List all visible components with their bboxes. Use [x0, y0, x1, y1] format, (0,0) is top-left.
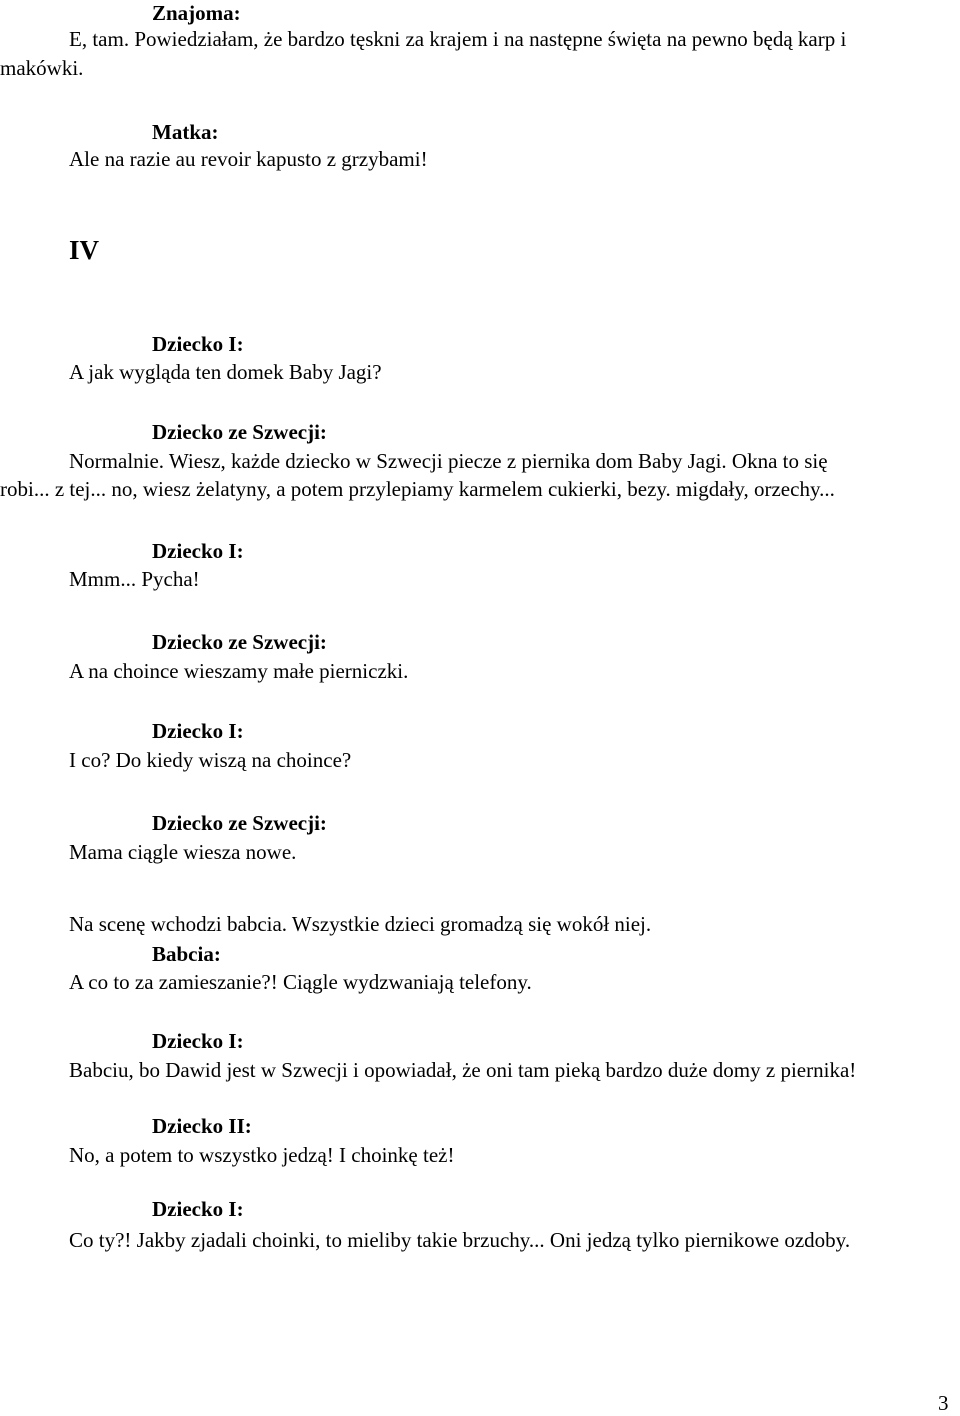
dialogue-text: robi... z tej... no, wiesz żelatyny, a potem przylepiamy karmelem cukierki, bezy. migdały, orzechy... [0, 477, 835, 501]
dialogue-text: Mmm... Pycha! [69, 567, 200, 591]
speaker-label: Dziecko I: [152, 1197, 244, 1221]
speaker-label: Dziecko ze Szwecji: [152, 630, 327, 654]
speaker-label: Dziecko I: [152, 1029, 244, 1053]
speaker-label: Babcia: [152, 942, 221, 966]
speaker-label: Dziecko I: [152, 539, 244, 563]
section-heading: IV [69, 235, 100, 265]
dialogue-text: Co ty?! Jakby zjadali choinki, to mieliby takie brzuchy... Oni jedzą tylko piernikowe ozdoby. [69, 1228, 851, 1252]
dialogue-text: makówki. [0, 56, 84, 80]
dialogue-text: Ale na razie au revoir kapusto z grzybami! [69, 147, 428, 171]
stage-direction: Na scenę wchodzi babcia. Wszystkie dzieci gromadzą się wokół niej. [69, 912, 652, 936]
speaker-label: Dziecko I: [152, 719, 244, 743]
dialogue-text: A co to za zamieszanie?! Ciągle wydzwaniają telefony. [69, 970, 532, 994]
dialogue-text: I co? Do kiedy wiszą na choince? [69, 748, 352, 772]
dialogue-text: A na choince wieszamy małe pierniczki. [69, 659, 409, 683]
speaker-label: Dziecko II: [152, 1114, 252, 1138]
speaker-label: Dziecko ze Szwecji: [152, 811, 327, 835]
page-number: 3 [938, 1391, 949, 1415]
speaker-label: Matka: [152, 120, 219, 144]
speaker-label: Znajoma: [152, 1, 241, 25]
dialogue-text: No, a potem to wszystko jedzą! I choinkę też! [69, 1143, 455, 1167]
dialogue-text: Babciu, bo Dawid jest w Szwecji i opowiadał, że oni tam pieką bardzo duże domy z piernika! [69, 1058, 857, 1082]
dialogue-text: E, tam. Powiedziałam, że bardzo tęskni za krajem i na następne święta na pewno będą karp i [69, 27, 847, 51]
dialogue-text: Normalnie. Wiesz, każde dziecko w Szwecji piecze z piernika dom Baby Jagi. Okna to się [69, 449, 828, 473]
speaker-label: Dziecko ze Szwecji: [152, 420, 327, 444]
dialogue-text: A jak wygląda ten domek Baby Jagi? [69, 360, 382, 384]
dialogue-text: Mama ciągle wiesza nowe. [69, 840, 297, 864]
speaker-label: Dziecko I: [152, 332, 244, 356]
